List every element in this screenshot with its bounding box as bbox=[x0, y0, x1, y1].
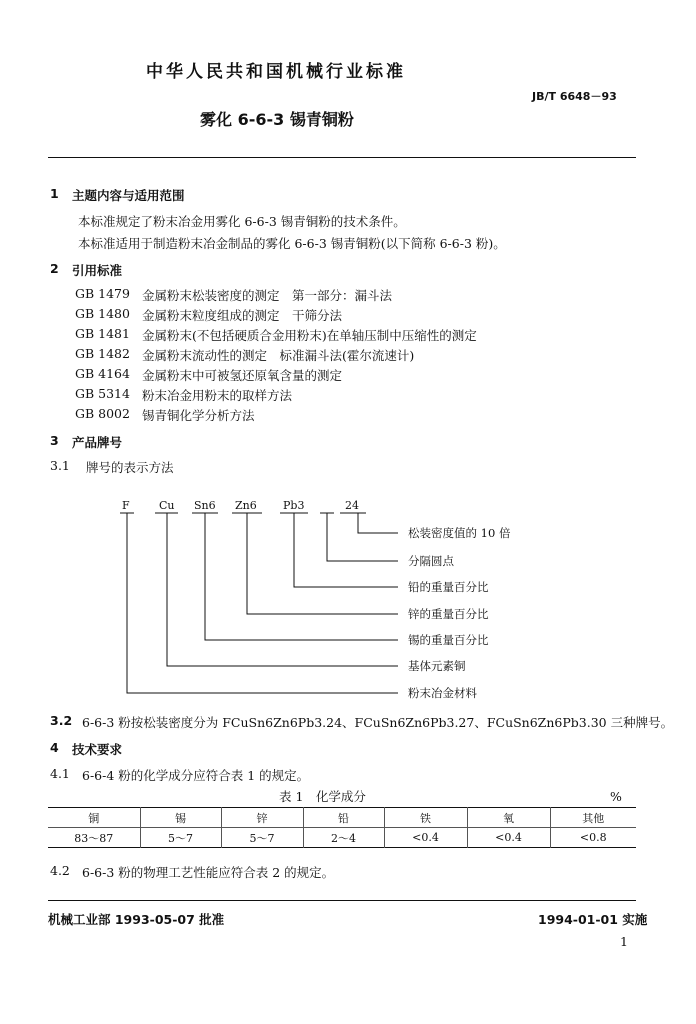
table-cell: <0.4 bbox=[467, 828, 550, 848]
reference-title: 金属粉末流动性的测定 标准漏斗法(霍尔流速计) bbox=[142, 348, 415, 363]
section-1-number: 1 bbox=[50, 186, 59, 201]
reference-title: 粉末冶金用粉末的取样方法 bbox=[142, 388, 293, 403]
org-title: 中华人民共和国机械行业标准 bbox=[146, 62, 406, 82]
designation-part-24: 24 bbox=[345, 499, 359, 512]
table-header-row bbox=[48, 808, 636, 828]
reference-title: 金属粉末粒度组成的测定 干筛分法 bbox=[142, 308, 343, 323]
designation-part-pb3: Pb3 bbox=[283, 499, 305, 512]
chemical-composition-table bbox=[48, 807, 636, 848]
designation-part-zn6: Zn6 bbox=[235, 499, 257, 512]
section-4-title: 技术要求 bbox=[72, 742, 123, 757]
label-base-element-copper: 基体元素铜 bbox=[408, 659, 466, 673]
reference-title: 锡青铜化学分析方法 bbox=[142, 408, 255, 423]
reference-title: 金属粉末松装密度的测定 第一部分：漏斗法 bbox=[142, 288, 393, 303]
table-caption: 表 1 化学成分 bbox=[279, 789, 366, 804]
table-cell: <0.8 bbox=[579, 831, 607, 844]
label-zinc-percent: 锌的重量百分比 bbox=[408, 607, 489, 621]
reference-code: GB 8002 bbox=[75, 406, 130, 421]
table-cell: 5～7 bbox=[221, 828, 303, 848]
label-lead-percent: 铅的重量百分比 bbox=[408, 580, 489, 594]
table-row bbox=[48, 828, 636, 848]
table-header-cell: 锡 bbox=[140, 808, 221, 828]
table-unit: % bbox=[610, 789, 622, 804]
reference-code: GB 5314 bbox=[75, 386, 130, 401]
table-header-cell: 铜 bbox=[48, 808, 140, 828]
reference-code: GB 1480 bbox=[75, 306, 130, 321]
reference-title: 金属粉末(不包括硬质合金用粉末)在单轴压制中压缩性的测定 bbox=[142, 328, 477, 343]
reference-title: 金属粉末中可被氢还原氧含量的测定 bbox=[142, 368, 343, 383]
section-4-2-number: 4.2 bbox=[50, 863, 70, 878]
section-3-1-title: 牌号的表示方法 bbox=[86, 460, 174, 475]
reference-code: GB 1481 bbox=[75, 326, 130, 341]
label-pm-material: 粉末冶金材料 bbox=[408, 686, 477, 700]
table-cell: <0.4 bbox=[384, 828, 467, 848]
section-1-title: 主题内容与适用范围 bbox=[72, 188, 185, 203]
designation-part-f: F bbox=[122, 499, 130, 512]
implementation-date: 1994-01-01 实施 bbox=[538, 912, 648, 927]
section-4-2-text: 6-6-3 粉的物理工艺性能应符合表 2 的规定。 bbox=[82, 865, 335, 880]
table-cell: 83～87 bbox=[48, 828, 140, 848]
table-cell: 2～4 bbox=[303, 828, 384, 848]
table-cell: 5～7 bbox=[140, 828, 221, 848]
reference-code: GB 4164 bbox=[75, 366, 130, 381]
footer-rule bbox=[48, 900, 636, 901]
section-1-paragraph-2: 本标准适用于制造粉末冶金制品的雾化 6-6-3 锡青铜粉(以下简称 6-6-3 粉)。 bbox=[78, 236, 506, 251]
section-4-1-text: 6-6-4 粉的化学成分应符合表 1 的规定。 bbox=[82, 768, 310, 783]
section-4-1-number: 4.1 bbox=[50, 766, 70, 781]
reference-code: GB 1479 bbox=[75, 286, 130, 301]
reference-code: GB 1482 bbox=[75, 346, 130, 361]
standard-number: JB/T 6648－93 bbox=[532, 90, 617, 103]
label-separator-dot: 分隔圆点 bbox=[408, 554, 454, 568]
table-header-cell: 锌 bbox=[221, 808, 303, 828]
label-tin-percent: 锡的重量百分比 bbox=[408, 633, 489, 647]
section-2-title: 引用标准 bbox=[72, 263, 123, 278]
section-3-1-number: 3.1 bbox=[50, 458, 70, 473]
page-number: 1 bbox=[620, 934, 628, 949]
section-1-paragraph-1: 本标准规定了粉末冶金用雾化 6-6-3 锡青铜粉的技术条件。 bbox=[78, 214, 406, 229]
label-apparent-density: 松装密度值的 10 倍 bbox=[408, 526, 511, 540]
table-header-cell: 铁 bbox=[384, 808, 467, 828]
section-3-2-text: 6-6-3 粉按松装密度分为 FCuSn6Zn6Pb3.24、FCuSn6Zn6Pb3.27、FCuSn6Zn6Pb3.30 三种牌号。 bbox=[82, 715, 674, 730]
approval-line: 机械工业部 1993-05-07 批准 bbox=[48, 912, 225, 927]
table-header-cell: 铅 bbox=[303, 808, 384, 828]
table-header-cell: 氧 bbox=[467, 808, 550, 828]
section-2-number: 2 bbox=[50, 261, 59, 276]
section-3-2-number: 3.2 bbox=[50, 713, 73, 728]
section-3-title: 产品牌号 bbox=[72, 435, 123, 450]
section-4-number: 4 bbox=[50, 740, 59, 755]
table-header-cell: 其他 bbox=[550, 808, 636, 828]
section-3-number: 3 bbox=[50, 433, 59, 448]
document-title: 雾化 6-6-3 锡青铜粉 bbox=[200, 110, 354, 129]
designation-part-cu: Cu bbox=[159, 499, 175, 512]
designation-part-sn6: Sn6 bbox=[194, 499, 216, 512]
